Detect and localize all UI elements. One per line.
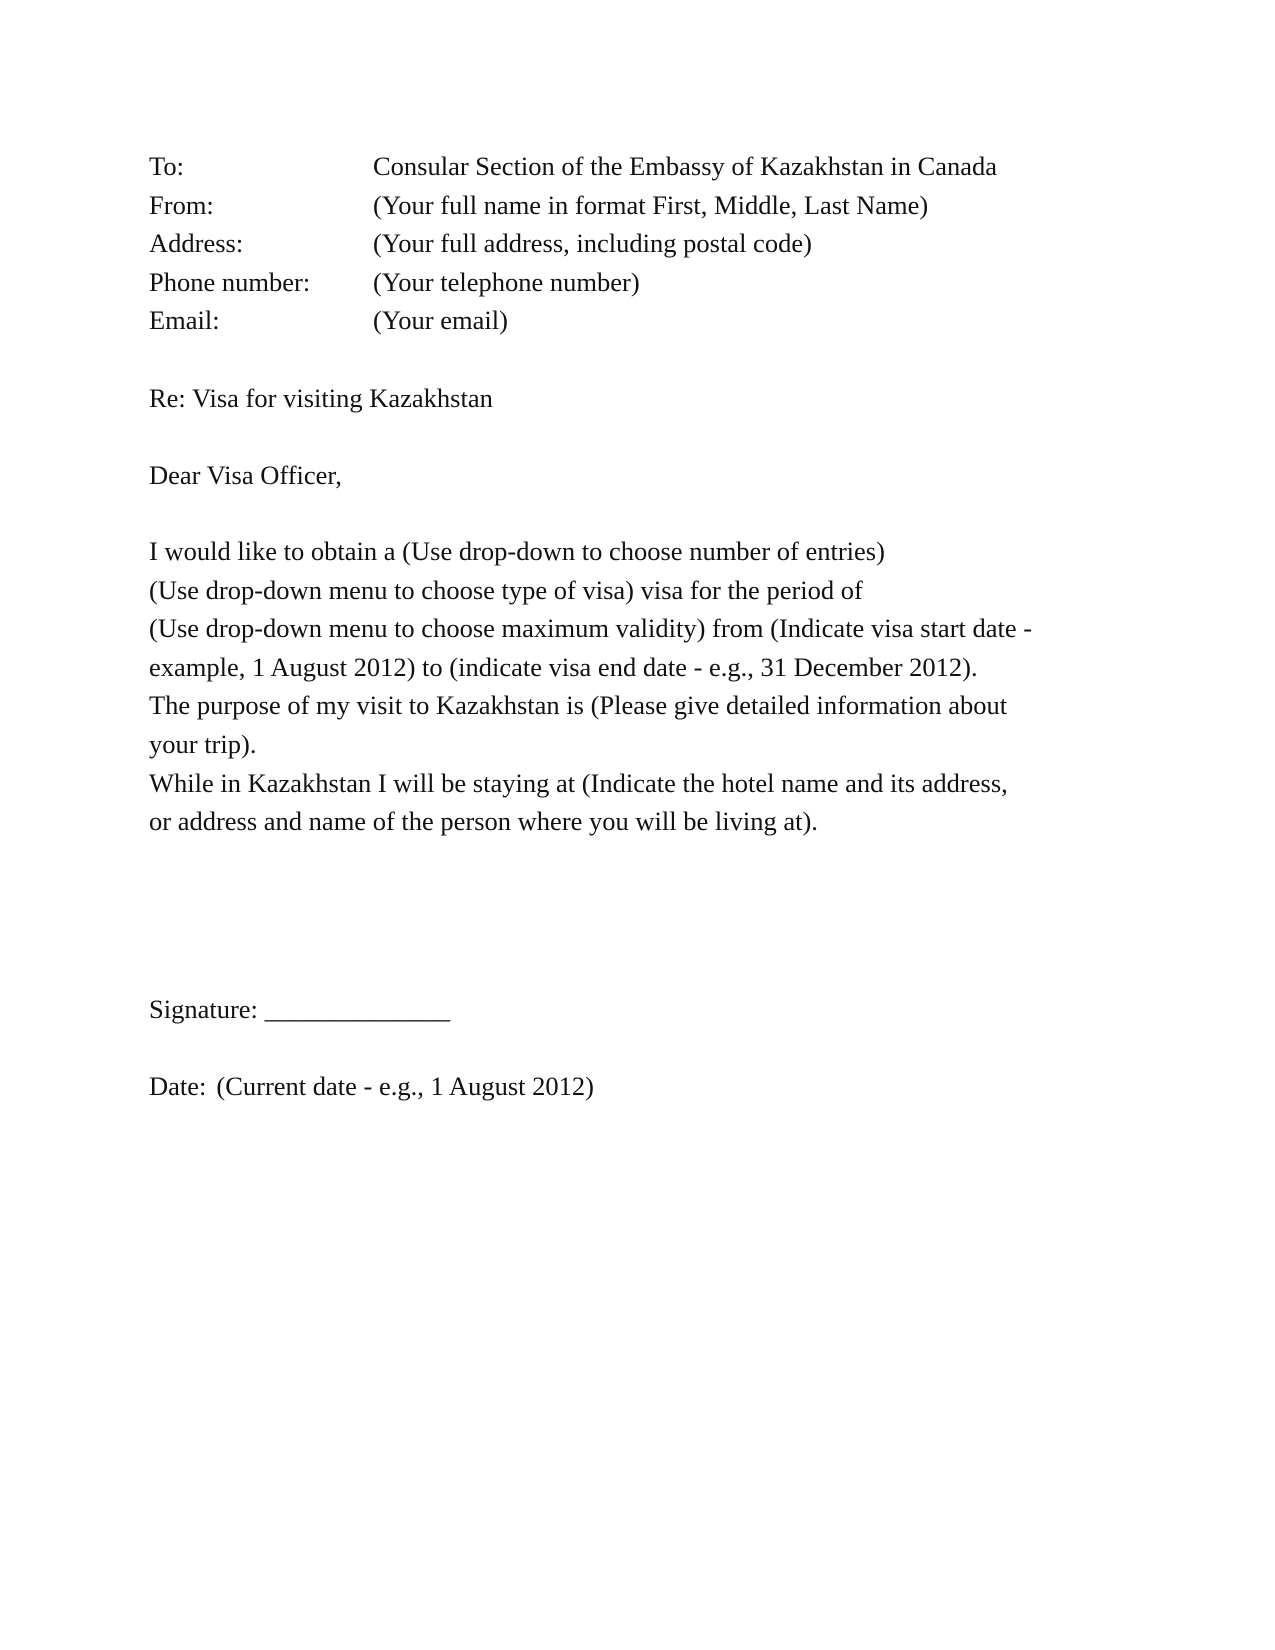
date-line [149, 1068, 594, 1105]
body-line: your trip). [149, 728, 257, 759]
header-row-email [149, 302, 1149, 341]
body-line: I would like to obtain a (Use drop-down to choose number of entries) [149, 536, 885, 566]
to-value: Consular Section of the Embassy of Kazakhstan in Canada [373, 151, 998, 181]
body-line: example, 1 August 2012) to (indicate visa end date - e.g., 31 December 2012). [149, 651, 978, 682]
body-line: The purpose of my visit to Kazakhstan is (Please give detailed information about [149, 690, 1008, 721]
address-value: (Your full address, including postal code) [373, 228, 812, 258]
header-row-to [149, 148, 1149, 187]
body-line: (Use drop-down menu to choose type of visa) visa for the period of [149, 574, 863, 605]
body-line: (Use drop-down menu to choose maximum validity) from (Indicate visa start date - [149, 613, 1033, 644]
email-label: Email: [149, 305, 220, 335]
address-label: Address: [149, 228, 244, 258]
from-label: From: [149, 189, 214, 220]
from-value: (Your full name in format First, Middle, Last Name) [373, 189, 929, 220]
letter-body [149, 533, 1149, 842]
body-line: or address and name of the person where you will be living at). [149, 806, 818, 837]
body-line: While in Kazakhstan I will be staying at (Indicate the hotel name and its address, [149, 767, 1008, 798]
signature-line [149, 991, 450, 1028]
subject-line: Re: Visa for visiting Kazakhstan [149, 383, 493, 413]
signature-blank: ______________ [264, 994, 451, 1024]
salutation: Dear Visa Officer, [149, 460, 342, 490]
date-value: (Current date - e.g., 1 August 2012) [216, 1071, 594, 1101]
email-value: (Your email) [373, 305, 508, 335]
header-row-address [149, 225, 1149, 264]
to-label: To: [149, 151, 184, 181]
header-row-phone [149, 264, 1149, 303]
letter-header [149, 148, 1149, 341]
header-row-from [149, 187, 1149, 226]
date-label: Date: [149, 1071, 207, 1101]
phone-value: (Your telephone number) [373, 266, 640, 297]
phone-label: Phone number: [149, 266, 311, 297]
signature-label: Signature: [149, 994, 258, 1024]
